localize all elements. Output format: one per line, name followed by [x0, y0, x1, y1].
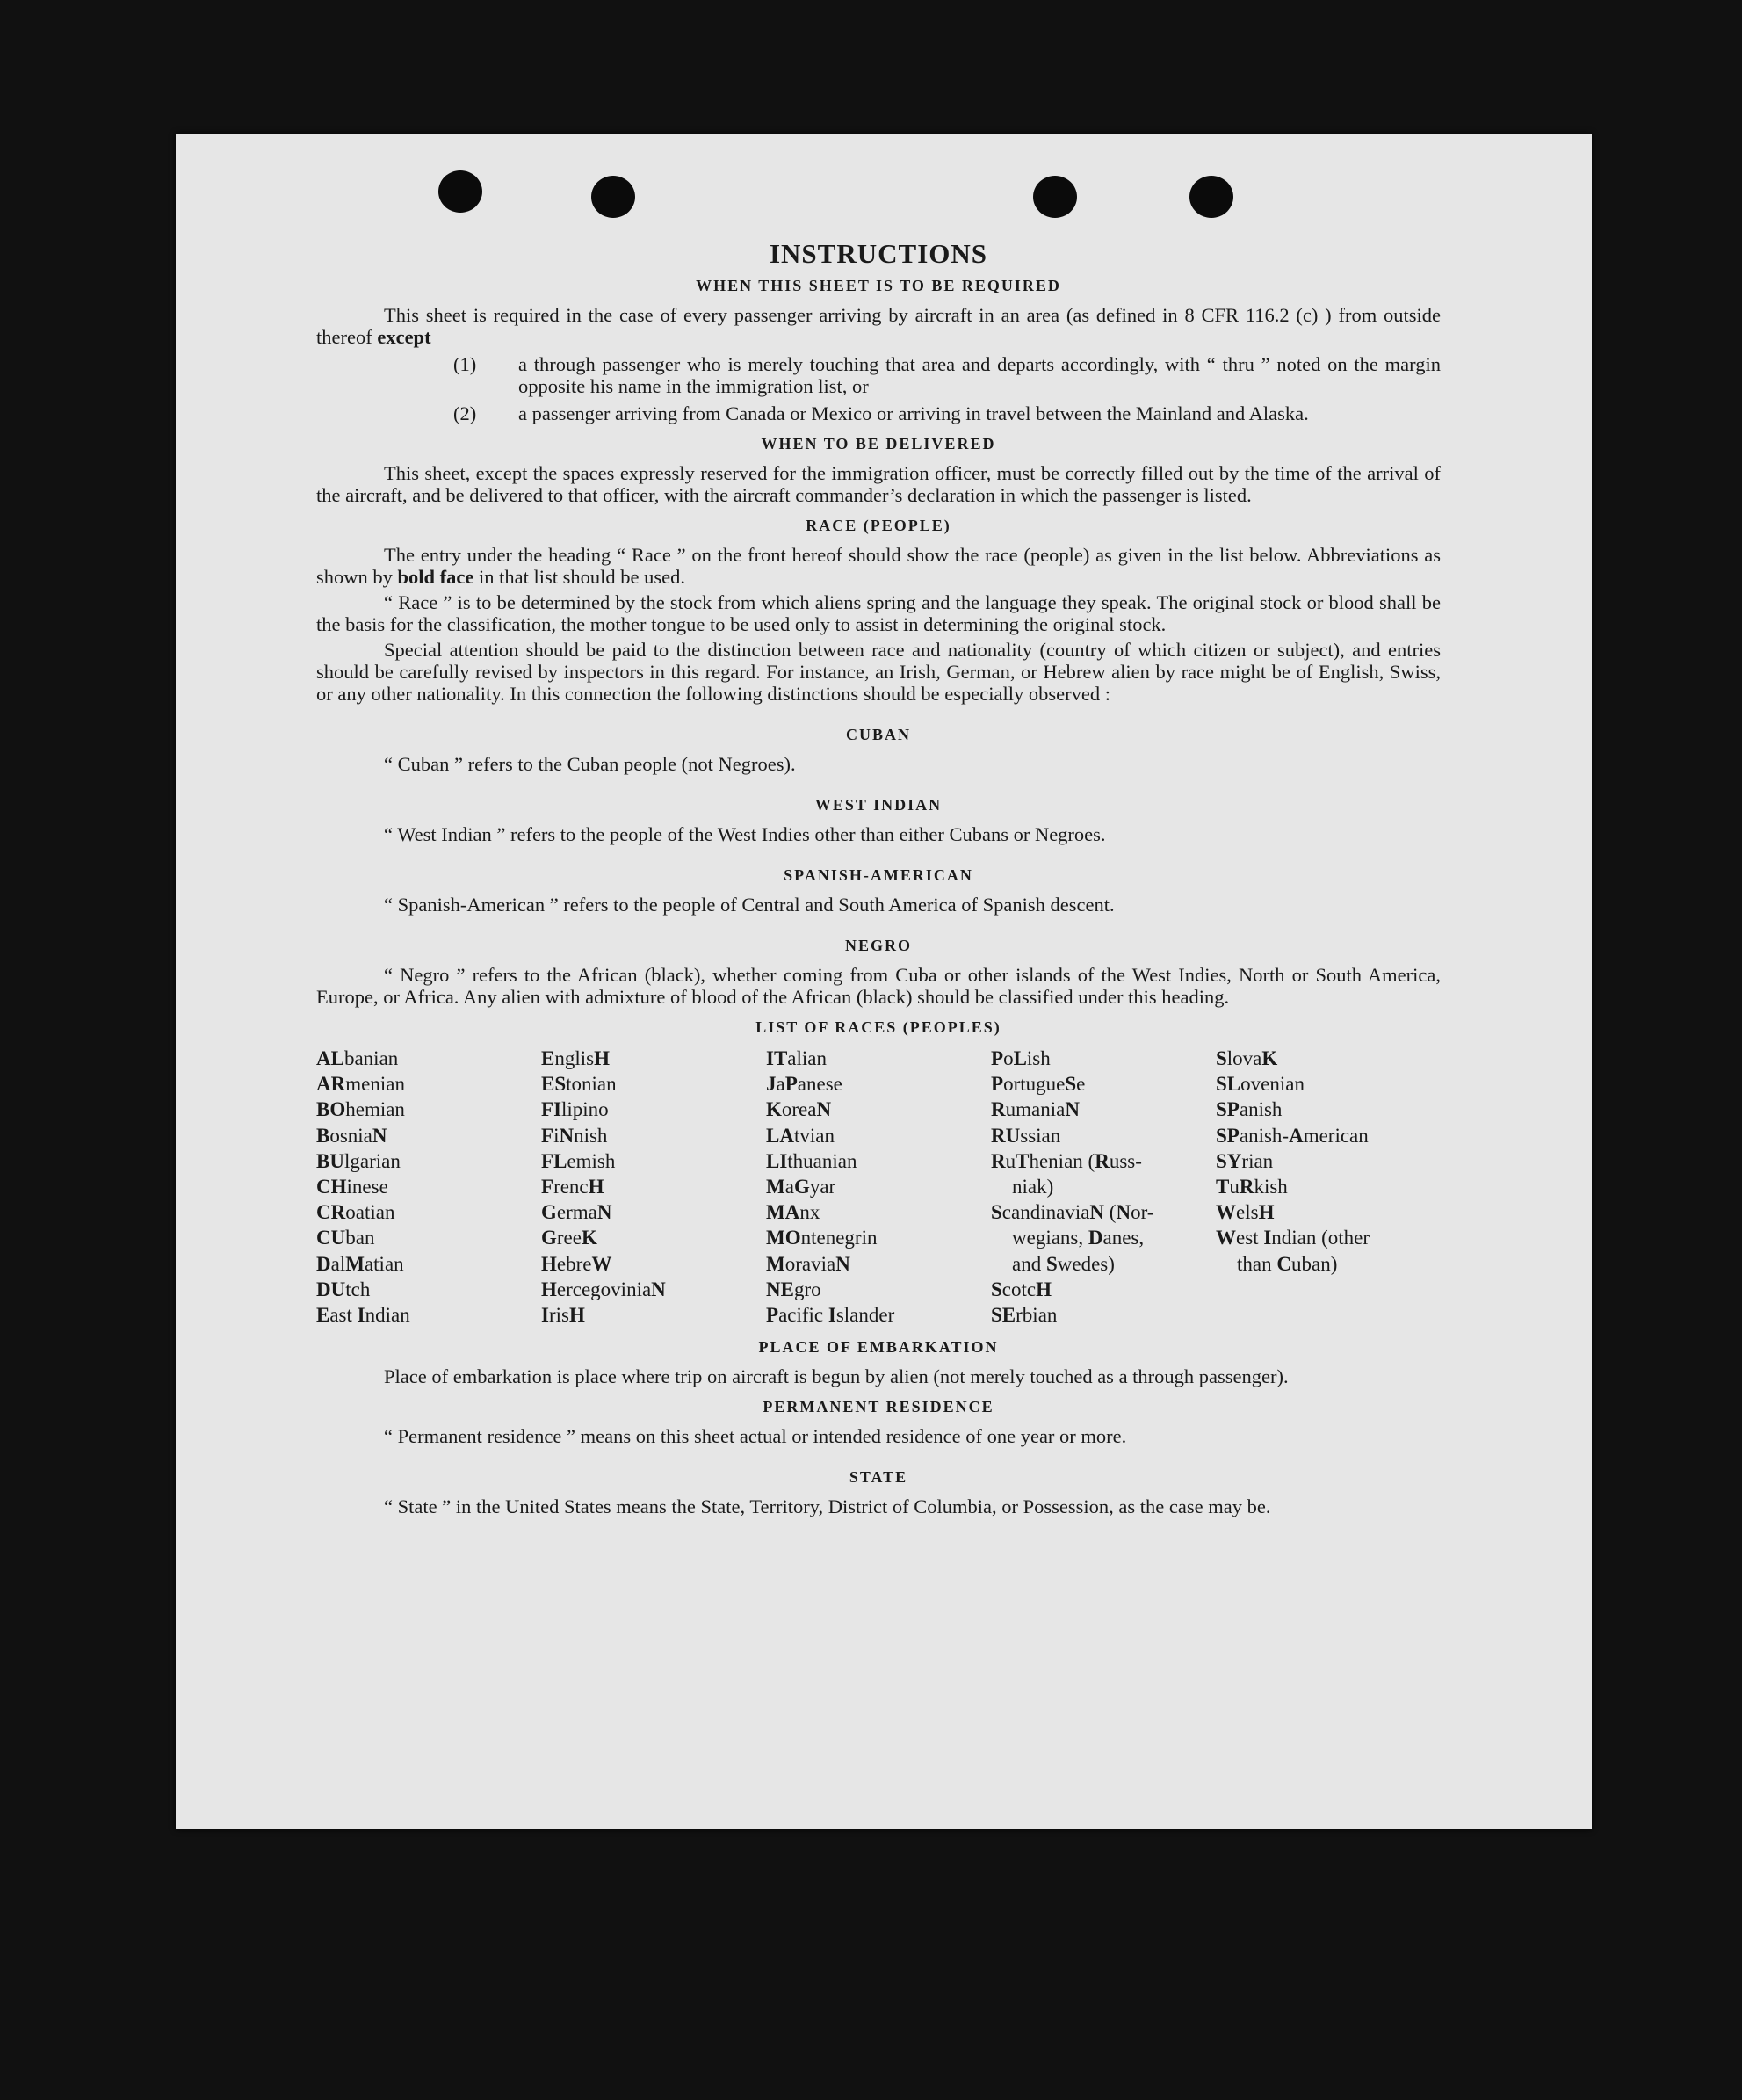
race-entry: FrencH [541, 1176, 604, 1198]
races-list [316, 1046, 1441, 1328]
race-entry: Pacific Islander [766, 1304, 895, 1327]
race-entry: West Indian (other [1216, 1227, 1370, 1249]
section-heading: SPANISH-AMERICAN [784, 866, 973, 884]
race-entry: ITalian [766, 1047, 827, 1069]
race-entry: PortugueSe [991, 1073, 1086, 1096]
race-entry: FLemish [541, 1149, 616, 1172]
race-entry: BOhemian [316, 1098, 405, 1121]
race-entry: KoreaN [766, 1098, 832, 1121]
section-heading: PERMANENT RESIDENCE [763, 1398, 994, 1416]
item-text: a through passenger who is merely touching that area and departs accordingly, with “ thru ” noted on the margin opposite his name in the immigration list, or [518, 353, 1441, 397]
race-entry: FIlipino [541, 1098, 609, 1121]
punch-hole [438, 170, 482, 213]
race-entry: LAtvian [766, 1124, 835, 1147]
race-entry: SLovenian [1216, 1073, 1305, 1096]
race-column [991, 1046, 1216, 1328]
paragraph: “ Spanish-American ” refers to the people of Central and South America of Spanish descent. [384, 894, 1115, 916]
section-heading: WEST INDIAN [814, 796, 943, 814]
paragraph-text: The entry under the heading “ Race ” on the front hereof should show the race (people) as given in the list below. Abbreviations as shown by [316, 544, 1441, 588]
paragraph: “ Race ” is to be determined by the stock from which aliens spring and the language they speak. The original stock or blood shall be the basis for the classification, the mother tongue to be used only to assist in determining the original stock. [316, 591, 1441, 635]
race-entry: PoLish [991, 1047, 1051, 1069]
punch-hole [1189, 176, 1233, 218]
section-heading: LIST OF RACES (PEOPLES) [755, 1018, 1001, 1036]
paragraph-text: This sheet is required in the case of every passenger arriving by aircraft in an area (as defined in 8 CFR 116.2 (c) ) from outside thereof [316, 304, 1441, 348]
race-entry: niak) [1012, 1176, 1054, 1198]
race-entry: BUlgarian [316, 1149, 401, 1172]
race-entry: SlovaK [1216, 1047, 1278, 1069]
section-heading: WHEN TO BE DELIVERED [761, 435, 996, 453]
race-column [541, 1046, 766, 1328]
list-item [316, 402, 1441, 424]
race-entry: ScandinaviaN (Nor- [991, 1201, 1154, 1224]
paragraph [316, 304, 1441, 348]
race-entry: CUban [316, 1227, 375, 1249]
race-entry: wegians, Danes, [1012, 1227, 1145, 1249]
paragraph: Place of embarkation is place where trip on aircraft is begun by alien (not merely touched as a through passenger). [384, 1365, 1289, 1388]
paragraph: “ Cuban ” refers to the Cuban people (not Negroes). [384, 753, 796, 775]
paragraph: “ Permanent residence ” means on this sheet actual or intended residence of one year or more. [384, 1425, 1127, 1448]
race-entry: DalMatian [316, 1252, 404, 1275]
race-entry: ALbanian [316, 1047, 399, 1069]
race-entry: LIthuanian [766, 1149, 857, 1172]
race-entry: EStonian [541, 1073, 617, 1096]
bold-text: except [377, 326, 431, 348]
race-entry: EnglisH [541, 1047, 610, 1069]
paragraph: “ West Indian ” refers to the people of the West Indies other than either Cubans or Negroes. [384, 823, 1106, 845]
paragraph: “ State ” in the United States means the State, Territory, District of Columbia, or Possession, as the case may be. [384, 1495, 1271, 1518]
race-entry: SPanish-American [1216, 1124, 1369, 1147]
race-entry: MoraviaN [766, 1252, 850, 1275]
race-entry: CHinese [316, 1176, 388, 1198]
race-entry: ARmenian [316, 1073, 405, 1096]
race-entry: MaGyar [766, 1176, 836, 1198]
race-entry: GermaN [541, 1201, 612, 1224]
race-entry: TuRkish [1216, 1176, 1288, 1198]
punch-hole [591, 176, 635, 218]
race-entry: RuThenian (Russ- [991, 1149, 1142, 1172]
race-entry: HebreW [541, 1252, 612, 1275]
item-number: (1) [453, 353, 477, 375]
bold-text: bold face [397, 566, 474, 588]
instructions-content [316, 239, 1441, 1517]
document-sheet [176, 134, 1592, 1829]
section-heading: NEGRO [844, 937, 912, 954]
section-heading: RACE (PEOPLE) [806, 517, 951, 534]
race-entry: SErbian [991, 1304, 1058, 1327]
race-entry: FiNnish [541, 1124, 608, 1147]
list-item [316, 353, 1441, 397]
race-entry: WelsH [1216, 1201, 1275, 1224]
race-entry: SPanish [1216, 1098, 1283, 1121]
race-entry: ScotcH [991, 1278, 1052, 1300]
race-entry: GreeK [541, 1227, 597, 1249]
race-entry: NEgro [766, 1278, 821, 1300]
section-heading: WHEN THIS SHEET IS TO BE REQUIRED [696, 277, 1061, 294]
race-entry: JaPanese [766, 1073, 842, 1096]
race-column [1216, 1046, 1441, 1328]
race-column [766, 1046, 991, 1328]
race-entry: BosniaN [316, 1124, 387, 1147]
race-entry: than Cuban) [1237, 1252, 1338, 1275]
race-column [316, 1046, 541, 1328]
race-entry: RUssian [991, 1124, 1061, 1147]
paragraph: This sheet, except the spaces expressly reserved for the immigration officer, must be correctly filled out by the time of the arrival of the aircraft, and be delivered to that officer, with the aircraft commander’s declaration in which the passenger is listed. [316, 462, 1441, 506]
section-heading: CUBAN [845, 726, 911, 743]
race-entry: MAnx [766, 1201, 820, 1224]
item-text: a passenger arriving from Canada or Mexico or arriving in travel between the Mainland and Alaska. [518, 402, 1309, 424]
paragraph [316, 544, 1441, 588]
item-number: (2) [453, 402, 477, 424]
punch-hole [1033, 176, 1077, 218]
page-title: INSTRUCTIONS [769, 238, 987, 269]
race-entry: IrisH [541, 1304, 585, 1327]
race-entry: RumaniaN [991, 1098, 1080, 1121]
race-entry: East Indian [316, 1304, 410, 1327]
race-entry: HercegoviniaN [541, 1278, 666, 1300]
section-heading: PLACE OF EMBARKATION [758, 1338, 999, 1357]
section-heading: STATE [849, 1468, 908, 1487]
paragraph: “ Negro ” refers to the African (black), whether coming from Cuba or other islands of the West Indies, North or South America, Europe, or Africa. Any alien with admixture of blood of the African (black) should be classified under this heading. [316, 964, 1441, 1008]
paragraph-text: in that list should be used. [479, 566, 686, 588]
race-entry: DUtch [316, 1278, 371, 1300]
race-entry: MOntenegrin [766, 1227, 878, 1249]
race-entry: CRoatian [316, 1201, 395, 1224]
race-entry: and Swedes) [1012, 1252, 1115, 1275]
race-entry: SYrian [1216, 1149, 1274, 1172]
paragraph: Special attention should be paid to the distinction between race and nationality (country of which citizen or subject), and entries should be carefully revised by inspectors in this regard. For instance, an Irish, German, or Hebrew alien by race might be of English, Swiss, or any other nationality. In this connection the following distinctions should be especially observed : [316, 639, 1441, 705]
